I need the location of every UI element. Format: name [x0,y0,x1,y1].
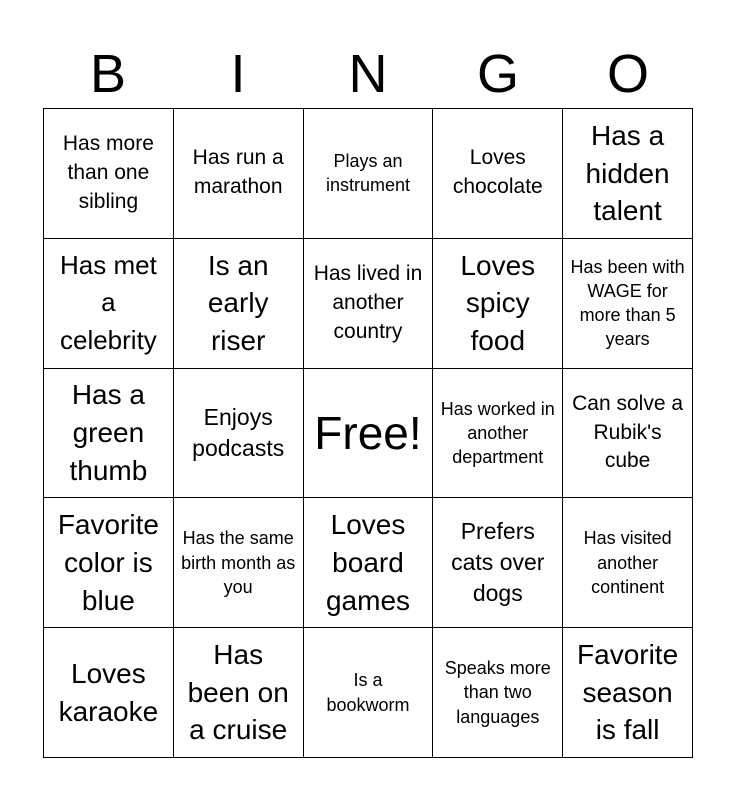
cell-text: Has lived in another country [313,261,423,343]
cell-text: Loves board games [325,509,411,616]
cell-text: Has been on a cruise [187,638,289,746]
bingo-cell[interactable] [44,109,174,239]
cell-text: Loves spicy food [460,249,536,357]
cell-text: Enjoys podcasts [192,403,285,461]
header-letter-b: B [89,44,127,104]
bingo-cell[interactable] [174,109,304,239]
cell-text: Favorite season is fall [577,638,679,746]
bingo-card [43,108,693,758]
bingo-cell[interactable] [304,109,434,239]
header-letter-g: G [476,44,519,104]
cell-text: Has the same birth month as you [181,528,296,597]
cell-text: Has been with WAGE for more than 5 years [570,256,685,350]
cell-text: Has worked in another department [440,398,555,468]
cell-text: Speaks more than two languages [444,658,551,727]
bingo-cell[interactable] [174,239,304,369]
bingo-cell[interactable] [44,628,174,758]
bingo-cell[interactable] [174,369,304,499]
bingo-cell[interactable] [44,369,174,499]
bingo-cell[interactable] [563,369,693,499]
cell-text: Has met a celebrity [59,249,157,356]
bingo-cell[interactable] [563,239,693,369]
bingo-cell[interactable] [433,498,563,628]
header-letter-n: N [348,44,388,104]
bingo-cell[interactable] [433,369,563,499]
cell-text: Favorite color is blue [57,509,159,616]
bingo-cell[interactable] [44,239,174,369]
cell-text: Free! [314,406,422,459]
free-space-cell[interactable] [304,369,434,499]
bingo-cell[interactable] [563,109,693,239]
cell-text: Prefers cats over dogs [451,518,545,607]
cell-text: Has more than one sibling [62,131,154,213]
bingo-cell[interactable] [433,628,563,758]
cell-text: Has a hidden talent [585,119,670,227]
cell-text: Has run a marathon [192,146,284,199]
cell-text: Is a bookworm [326,670,410,715]
bingo-cell[interactable] [304,498,434,628]
bingo-header [43,40,693,108]
bingo-cell[interactable] [563,628,693,758]
cell-text: Has a green thumb [69,379,148,486]
bingo-cell[interactable] [304,628,434,758]
bingo-cell[interactable] [304,239,434,369]
cell-text: Has visited another continent [583,528,672,597]
cell-text: Can solve a Rubik's cube [572,391,684,473]
header-letter-o: O [606,44,649,104]
header-letter-i: I [230,44,246,104]
bingo-cell[interactable] [174,628,304,758]
cell-text: Loves chocolate [452,146,543,199]
bingo-cell[interactable] [433,239,563,369]
cell-text: Loves karaoke [58,657,159,727]
cell-text: Is an early riser [207,249,269,357]
cell-text: Plays an instrument [325,151,411,196]
bingo-cell[interactable] [433,109,563,239]
bingo-cell[interactable] [174,498,304,628]
bingo-cell[interactable] [44,498,174,628]
bingo-cell[interactable] [563,498,693,628]
